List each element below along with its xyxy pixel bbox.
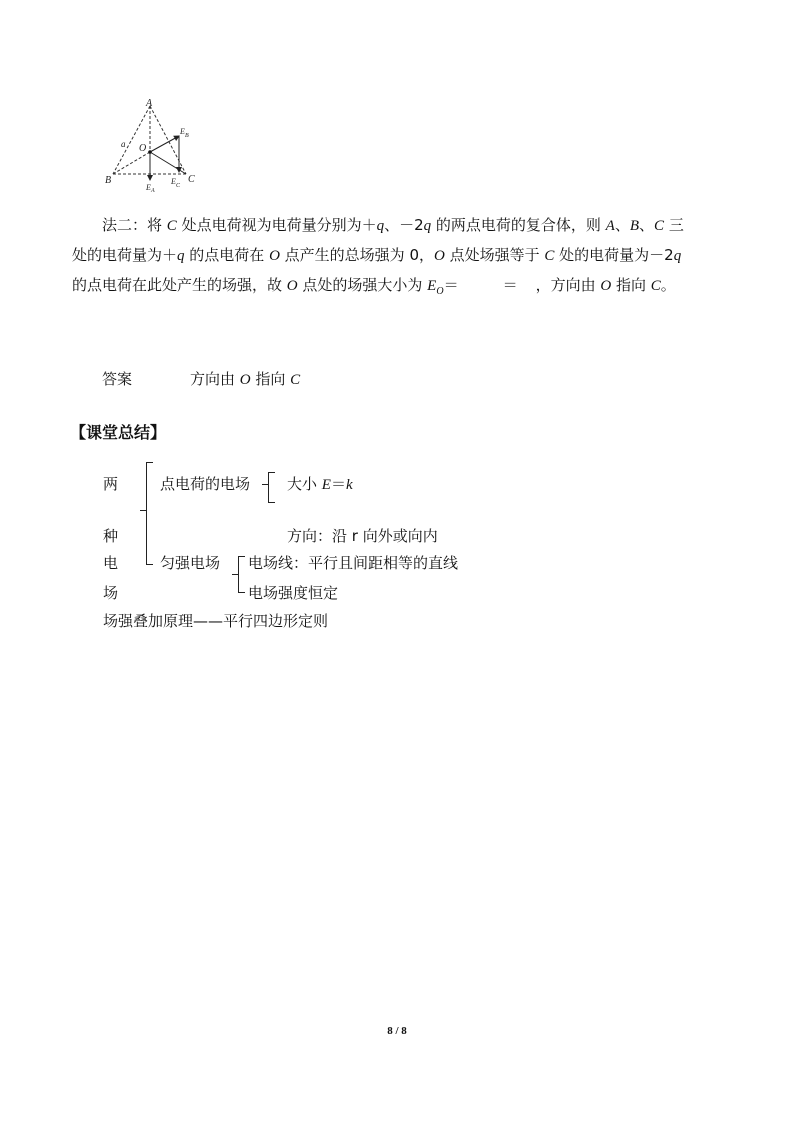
method2-line3: 的点电荷在此处产生的场强，故 O 点处的场强大小为 $E_O=$ ＝ ，方向由 O 指向 C。 [72, 276, 676, 297]
label-A: A [146, 98, 153, 109]
point-brace-bottom [268, 484, 275, 503]
summary-heading: 【课堂总结】 [70, 423, 167, 442]
uniform-brace-bottom [238, 574, 245, 593]
answer-label: 答案 [102, 370, 133, 388]
direction-text: 方向：沿 r 向外或向内 [287, 527, 438, 545]
vertical-char-4: 场 [103, 584, 119, 602]
field-line-desc: 电场线：平行且间距相等的直线 [248, 554, 459, 572]
label-O: O [139, 143, 147, 154]
label-B: B [105, 175, 112, 186]
method2-line2: 处的电荷量为＋q 的点电荷在 O 点产生的总场强为 0，O 点处场强等于 C 处的电荷量为－2q [72, 246, 682, 264]
label-EC: E [171, 177, 176, 186]
superposition-principle: 场强叠加原理——平行四边形定则 [103, 612, 329, 630]
label-EA-sub: A [151, 188, 155, 192]
page-number: 8 / 8 [387, 1025, 407, 1037]
strength-desc: 电场强度恒定 [248, 584, 339, 602]
method2-line1: 法二：将 C 处点电荷视为电荷量分别为＋q、－2q 的两点电荷的复合体，则 A、B、C 三 [102, 216, 684, 234]
vertical-char-2: 种 [103, 527, 119, 545]
vertical-char-3: 电 [103, 554, 119, 572]
label-EC-sub: C [176, 183, 181, 189]
outer-brace-bottom [146, 510, 153, 565]
label-EB: E [180, 127, 185, 136]
triangle-field-diagram [100, 96, 205, 192]
label-a: a [121, 139, 126, 149]
point-charge-field: 点电荷的电场 [160, 475, 251, 493]
size-formula: 大小 E＝k [287, 475, 353, 493]
answer-text: 方向由 O 指向 C [190, 370, 301, 388]
uniform-field: 匀强电场 [160, 554, 221, 572]
uniform-brace-top [238, 556, 245, 575]
vertical-char-1: 两 [103, 475, 119, 493]
label-EA: E [146, 183, 151, 192]
label-C: C [188, 174, 195, 185]
outer-brace-top [146, 462, 153, 511]
label-EB-sub: B [185, 133, 189, 139]
